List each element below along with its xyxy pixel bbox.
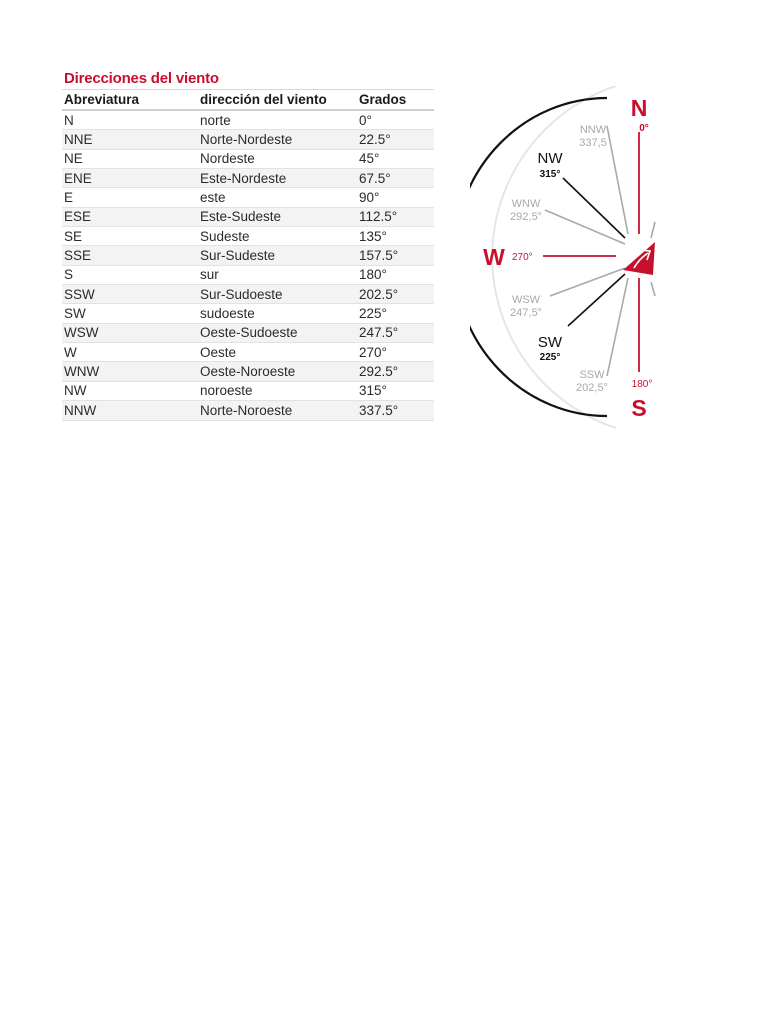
page-title: Direcciones del viento bbox=[64, 70, 219, 87]
label-nnw: NNW bbox=[579, 124, 607, 136]
cell-direction: Oeste bbox=[198, 343, 357, 362]
cell-abbreviation: WNW bbox=[62, 362, 198, 381]
ray-nnw bbox=[607, 126, 628, 234]
label-w: W bbox=[483, 244, 505, 270]
table-row bbox=[62, 110, 434, 130]
cell-degrees: 180° bbox=[357, 265, 434, 284]
cell-degrees: 135° bbox=[357, 227, 434, 246]
header-direction: dirección del viento bbox=[198, 90, 357, 111]
label-n: N bbox=[630, 95, 648, 121]
ray-wsw bbox=[550, 268, 625, 296]
table-row bbox=[62, 169, 434, 188]
cell-abbreviation: NNE bbox=[62, 130, 198, 149]
cell-degrees: 45° bbox=[357, 149, 434, 168]
table-row bbox=[62, 130, 434, 149]
cell-direction: Oeste-Noroeste bbox=[198, 362, 357, 381]
degree-n: 0° bbox=[639, 123, 649, 134]
ray-nw bbox=[563, 178, 625, 238]
cell-abbreviation: SSW bbox=[62, 285, 198, 304]
cell-degrees: 157.5° bbox=[357, 246, 434, 265]
cell-degrees: 315° bbox=[357, 381, 434, 400]
label-wsw: WSW bbox=[511, 294, 541, 306]
cell-degrees: 67.5° bbox=[357, 169, 434, 188]
header-degrees: Grados bbox=[357, 90, 434, 111]
table-row bbox=[62, 362, 434, 381]
cell-direction: Norte-Noroeste bbox=[198, 401, 357, 420]
cell-direction: Nordeste bbox=[198, 149, 357, 168]
degree-w: 270° bbox=[512, 252, 533, 263]
cell-direction: norte bbox=[198, 110, 357, 130]
table-row bbox=[62, 188, 434, 207]
cell-abbreviation: E bbox=[62, 188, 198, 207]
cell-abbreviation: W bbox=[62, 343, 198, 362]
label-nw: NW bbox=[537, 150, 563, 167]
cell-abbreviation: NW bbox=[62, 381, 198, 400]
table-header-row bbox=[62, 90, 434, 111]
cell-degrees: 22.5° bbox=[357, 130, 434, 149]
degree-s: 180° bbox=[631, 379, 653, 390]
label-s: S bbox=[631, 395, 647, 421]
cell-abbreviation: SE bbox=[62, 227, 198, 246]
table-row bbox=[62, 401, 434, 420]
table-row bbox=[62, 149, 434, 168]
cell-degrees: 0° bbox=[357, 110, 434, 130]
ray-right-upper bbox=[651, 222, 655, 238]
cell-degrees: 202.5° bbox=[357, 285, 434, 304]
cell-direction: Este-Nordeste bbox=[198, 169, 357, 188]
cell-degrees: 225° bbox=[357, 304, 434, 323]
cell-abbreviation: WSW bbox=[62, 323, 198, 342]
table-row bbox=[62, 381, 434, 400]
label-sw: SW bbox=[537, 334, 563, 351]
degree-sw: 225° bbox=[539, 352, 561, 363]
cell-abbreviation: NNW bbox=[62, 401, 198, 420]
table-row bbox=[62, 265, 434, 284]
label-ssw: SSW bbox=[579, 369, 605, 381]
cell-abbreviation: ESE bbox=[62, 207, 198, 226]
cell-abbreviation: SSE bbox=[62, 246, 198, 265]
cell-direction: Sur-Sudeste bbox=[198, 246, 357, 265]
table-row bbox=[62, 246, 434, 265]
cell-abbreviation: NE bbox=[62, 149, 198, 168]
table-row bbox=[62, 343, 434, 362]
wind-directions-table bbox=[62, 89, 434, 421]
cell-degrees: 292.5° bbox=[357, 362, 434, 381]
ray-ssw bbox=[607, 278, 628, 376]
degree-ssw: 202,5° bbox=[576, 382, 608, 394]
cell-direction: este bbox=[198, 188, 357, 207]
table-row bbox=[62, 323, 434, 342]
center-arrow-icon bbox=[623, 242, 655, 275]
cell-degrees: 337.5° bbox=[357, 401, 434, 420]
ray-right-lower bbox=[651, 282, 655, 296]
cell-direction: Sur-Sudoeste bbox=[198, 285, 357, 304]
label-wnw: WNW bbox=[511, 198, 541, 210]
degree-nnw: 337,5 bbox=[579, 137, 607, 149]
cell-direction: Norte-Nordeste bbox=[198, 130, 357, 149]
cell-degrees: 90° bbox=[357, 188, 434, 207]
cell-degrees: 270° bbox=[357, 343, 434, 362]
cell-direction: Oeste-Sudoeste bbox=[198, 323, 357, 342]
cell-direction: sur bbox=[198, 265, 357, 284]
cell-degrees: 112.5° bbox=[357, 207, 434, 226]
cell-direction: noroeste bbox=[198, 381, 357, 400]
table-row bbox=[62, 304, 434, 323]
compass-rose bbox=[470, 86, 660, 432]
cell-direction: sudoeste bbox=[198, 304, 357, 323]
header-abbreviation: Abreviatura bbox=[62, 90, 198, 111]
compass-drawing bbox=[470, 86, 655, 428]
cell-direction: Este-Sudeste bbox=[198, 207, 357, 226]
ray-sw bbox=[568, 274, 625, 326]
table-row bbox=[62, 227, 434, 246]
table-row bbox=[62, 207, 434, 226]
cell-abbreviation: N bbox=[62, 110, 198, 130]
degree-wnw: 292,5° bbox=[510, 211, 542, 223]
cell-abbreviation: S bbox=[62, 265, 198, 284]
degree-wsw: 247,5° bbox=[510, 307, 542, 319]
cell-abbreviation: SW bbox=[62, 304, 198, 323]
cell-direction: Sudeste bbox=[198, 227, 357, 246]
cell-degrees: 247.5° bbox=[357, 323, 434, 342]
degree-nw: 315° bbox=[539, 169, 561, 180]
cell-abbreviation: ENE bbox=[62, 169, 198, 188]
table-row bbox=[62, 285, 434, 304]
